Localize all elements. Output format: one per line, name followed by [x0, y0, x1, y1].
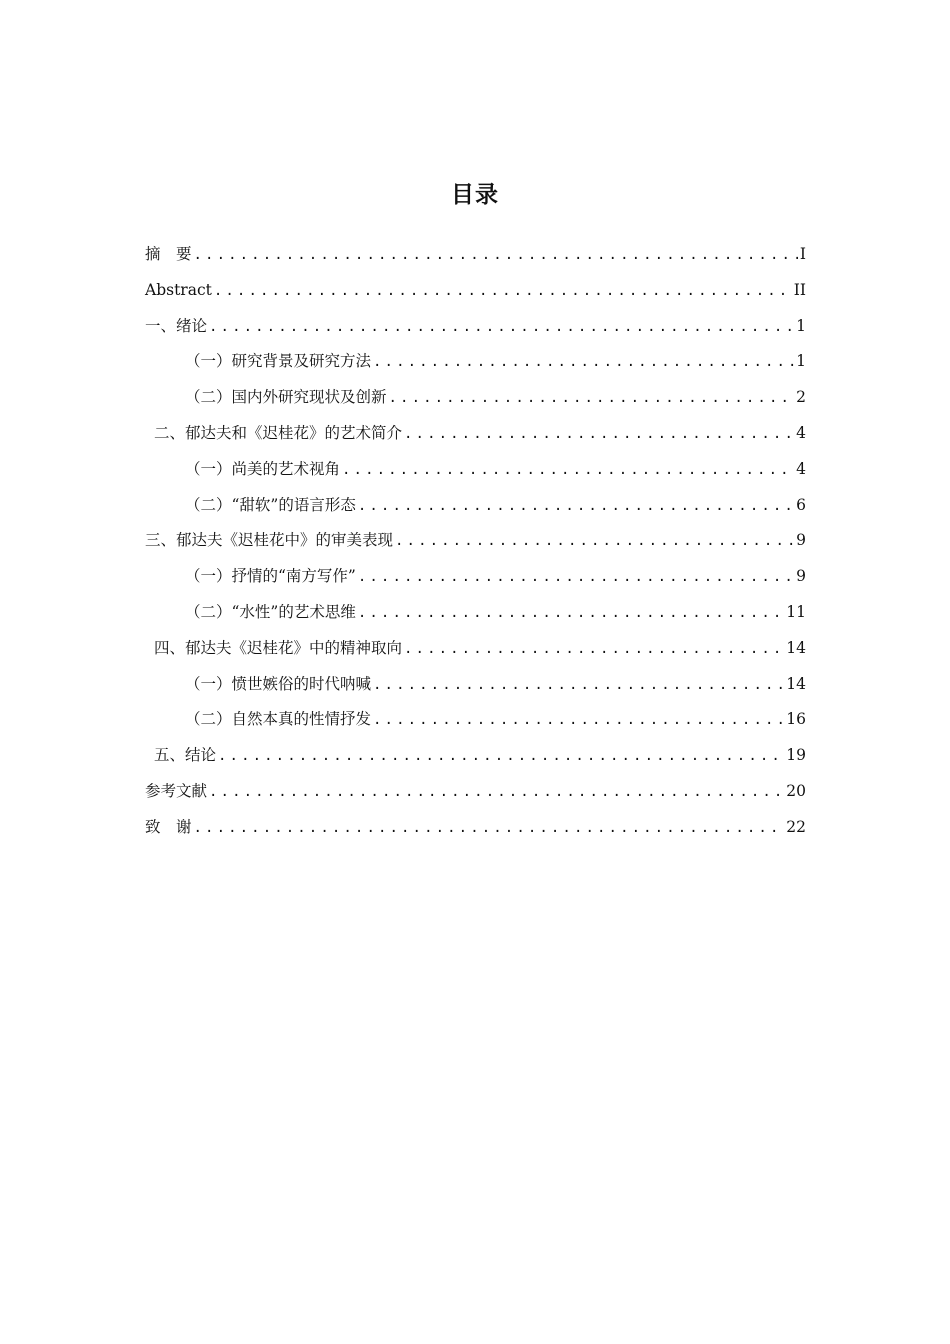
toc-entry-label: 一、绪论 — [145, 316, 208, 335]
toc-list — [145, 240, 806, 849]
toc-dot-leader — [395, 527, 794, 555]
toc-entry-page: 14 — [786, 674, 806, 693]
toc-entry[interactable] — [145, 491, 806, 527]
toc-entry-label: （一）抒情的“南方写作” — [185, 567, 356, 586]
toc-entry[interactable] — [145, 741, 806, 777]
toc-dot-leader — [209, 778, 784, 806]
toc-entry[interactable] — [145, 598, 806, 634]
toc-dot-leader — [373, 706, 784, 734]
toc-dot-leader — [209, 313, 794, 341]
toc-entry-page: 20 — [786, 781, 806, 800]
toc-entry[interactable] — [145, 347, 806, 383]
toc-entry-label: （二）国内外研究现状及创新 — [185, 388, 387, 407]
toc-dot-leader — [358, 492, 794, 520]
toc-entry[interactable] — [145, 526, 806, 562]
toc-entry-page: 11 — [786, 602, 806, 621]
toc-entry-label: 参考文献 — [145, 781, 208, 800]
toc-dot-leader — [404, 635, 784, 663]
toc-entry-label: （一）尚美的艺术视角 — [185, 459, 341, 478]
toc-entry-page: 4 — [796, 423, 806, 442]
toc-entry-label: 五、结论 — [154, 746, 217, 765]
toc-entry-page: II — [793, 280, 806, 299]
toc-entry-page: 1 — [796, 352, 806, 371]
toc-entry[interactable] — [145, 312, 806, 348]
toc-entry-label: 四、郁达夫《迟桂花》中的精神取向 — [154, 638, 403, 657]
toc-entry[interactable] — [145, 240, 806, 276]
toc-entry[interactable] — [145, 813, 806, 849]
toc-entry[interactable] — [145, 670, 806, 706]
toc-entry[interactable] — [145, 777, 806, 813]
toc-entry-page: 14 — [786, 638, 806, 657]
toc-entry[interactable] — [145, 419, 806, 455]
toc-entry-label: （一）研究背景及研究方法 — [185, 352, 372, 371]
toc-title: 目录 — [451, 182, 499, 208]
toc-entry[interactable] — [145, 276, 806, 312]
toc-entry-page: I — [799, 245, 806, 263]
toc-entry-label: （一）愤世嫉俗的时代呐喊 — [185, 674, 372, 693]
toc-dot-leader — [373, 348, 794, 376]
toc-entry[interactable] — [145, 455, 806, 491]
toc-entry-label: （二）“甜软”的语言形态 — [185, 495, 356, 514]
toc-dot-leader — [214, 277, 792, 305]
toc-entry-page: 6 — [796, 495, 806, 514]
toc-dot-leader — [218, 742, 784, 770]
toc-dot-leader — [358, 599, 784, 627]
toc-dot-leader — [194, 241, 798, 269]
toc-entry-page: 16 — [786, 710, 806, 729]
toc-dot-leader — [358, 563, 794, 591]
toc-entry-label: （二）自然本真的性情抒发 — [185, 710, 372, 729]
toc-dot-leader — [194, 814, 785, 842]
toc-entry-label: 二、郁达夫和《迟桂花》的艺术简介 — [154, 423, 403, 442]
toc-entry-page: 9 — [796, 567, 806, 586]
toc-entry-label: 致 谢 — [145, 817, 192, 836]
toc-entry-page: 19 — [786, 746, 806, 765]
toc-dot-leader — [342, 456, 794, 484]
toc-entry-label: 摘 要 — [145, 245, 192, 263]
toc-dot-leader — [373, 671, 784, 699]
toc-dot-leader — [404, 420, 794, 448]
toc-entry-page: 9 — [796, 531, 806, 550]
toc-entry[interactable] — [145, 705, 806, 741]
toc-entry-label: （二）“水性”的艺术思维 — [185, 602, 356, 621]
toc-entry-label: Abstract — [145, 280, 212, 299]
toc-entry-page: 1 — [796, 316, 806, 335]
toc-entry[interactable] — [145, 634, 806, 670]
toc-entry-page: 2 — [796, 388, 806, 407]
toc-dot-leader — [389, 384, 795, 412]
toc-entry-label: 三、郁达夫《迟桂花中》的审美表现 — [145, 531, 394, 550]
toc-entry-page: 4 — [796, 459, 806, 478]
toc-entry[interactable] — [145, 562, 806, 598]
toc-entry-page: 22 — [786, 817, 806, 836]
toc-entry[interactable] — [145, 383, 806, 419]
